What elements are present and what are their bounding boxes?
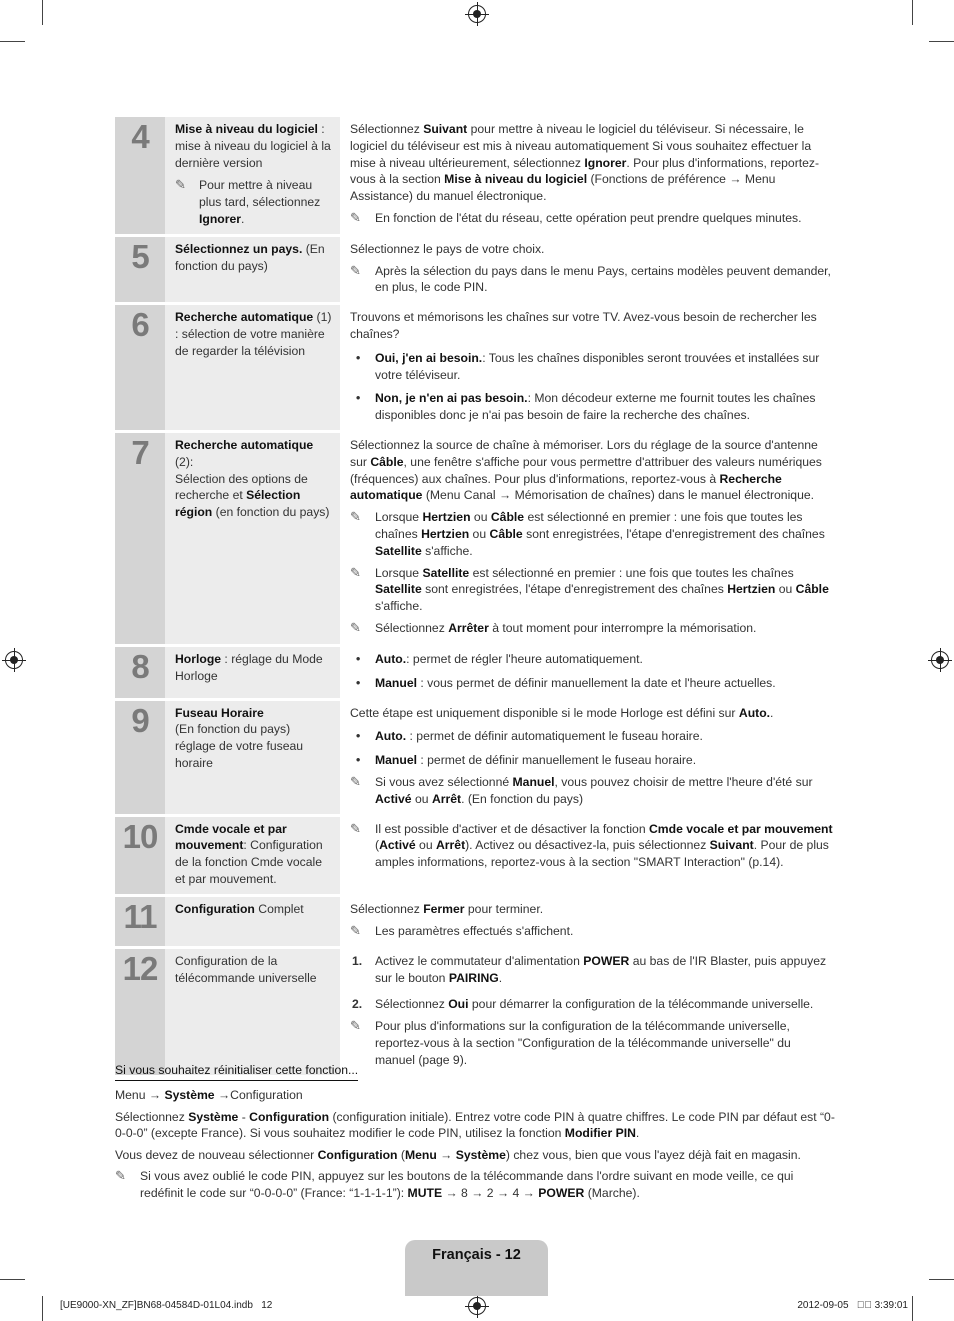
reset-paragraph: Sélectionnez Système - Configuration (configuration initiale). Entrez votre code PIN à quatre chiffres. Le code PIN par défaut est “0-0-0-0” (excepte France). Si vous souhaitez modifier le code PIN, utilisez la fonction Modifier PIN. <box>115 1109 835 1141</box>
bullet: • <box>356 675 361 690</box>
description-bullet: • Manuel : vous permet de définir manuellement la date et l'heure actuelles. <box>356 675 776 690</box>
step-number: 6 <box>115 305 165 430</box>
description-paragraph: Sélectionnez la source de chaîne à mémoriser. Lors du réglage de la source d'antenne sur Câble, une fenêtre s'affiche pour vous permettre d'attribuer des valeurs numériques (fréquences) aux chaînes. Pour plus d'informations, reportez-vous à Recherche automatique (Menu Canal → Mémorisation de chaînes) dans le manuel électronique. <box>350 437 822 503</box>
description-bullet: • Auto.: permet de régler l'heure automatiquement. <box>356 651 643 666</box>
registration-mark-icon <box>931 651 949 669</box>
description-numbered-item: 2. Sélectionnez Oui pour démarrer la configuration de la télécommande universelle. <box>352 997 814 1012</box>
crop-mark <box>912 0 913 25</box>
description-paragraph: Sélectionnez le pays de votre choix. <box>350 241 545 256</box>
bullet: • <box>356 651 361 666</box>
crop-mark <box>929 41 954 42</box>
bullet: • <box>356 350 361 365</box>
step-row <box>115 897 833 949</box>
step-description <box>348 647 833 698</box>
step-title <box>165 117 340 234</box>
step-row <box>115 647 833 701</box>
description-numbered-item: 1. Activez le commutateur d'alimentation POWER au bas de l'IR Blaster, puis appuyez sur le bouton PAIRING. <box>352 953 827 985</box>
step-number: 8 <box>115 647 165 698</box>
item-number: 2. <box>352 997 363 1012</box>
step-title-text: Cmde vocale et par mouvement: Configuration de la fonction Cmde vocale et par mouvement. <box>175 821 323 886</box>
pencil-note-icon: ✎ <box>350 619 361 635</box>
step-title-text: Configuration Complet <box>175 901 304 916</box>
step-row <box>115 117 833 237</box>
pencil-note-icon: ✎ <box>350 773 361 789</box>
page-number-tab <box>405 1240 548 1296</box>
description-paragraph: Sélectionnez Fermer pour terminer. <box>350 901 544 916</box>
crop-mark <box>0 41 25 42</box>
step-title-text: Fuseau Horaire (En fonction du pays) réglage de votre fuseau horaire <box>175 705 304 770</box>
step-description <box>348 117 833 234</box>
step-description <box>348 897 833 946</box>
description-bullet: • Oui, j'en ai besoin.: Tous les chaînes disponibles seront trouvées et installées sur votre téléviseur. <box>356 350 820 382</box>
pencil-note-icon: ✎ <box>350 564 361 580</box>
pencil-note-icon: ✎ <box>350 262 361 278</box>
registration-mark-icon <box>5 651 23 669</box>
step-title-note: ✎ Pour mettre à niveau plus tard, sélectionnez Ignorer. <box>175 177 321 226</box>
step-number: 12 <box>115 949 165 1075</box>
page-label: Français - 12 <box>432 1247 521 1263</box>
step-row <box>115 433 833 647</box>
item-number: 1. <box>352 953 363 968</box>
crop-mark <box>42 0 43 25</box>
description-note: ✎ Si vous avez sélectionné Manuel, vous pouvez choisir de mettre l'heure d'été sur Activé ou Arrêt. (En fonction du pays) <box>350 773 813 806</box>
description-paragraph: Trouvons et mémorisons les chaînes sur votre TV. Avez-vous besoin de rechercher les chaînes? <box>350 310 817 341</box>
bullet: • <box>356 729 361 744</box>
step-row <box>115 949 833 1078</box>
step-title <box>165 897 340 946</box>
description-bullet: • Manuel : permet de définir manuellement le fuseau horaire. <box>356 753 697 768</box>
registration-mark-icon <box>468 5 486 23</box>
step-number: 7 <box>115 433 165 644</box>
description-note: ✎ Sélectionnez Arrêter à tout moment pour interrompre la mémorisation. <box>350 619 757 635</box>
step-title <box>165 647 340 698</box>
step-number: 11 <box>115 897 165 946</box>
step-title <box>165 305 340 430</box>
print-timestamp: 2012-09-05 ￿￿ 3:39:01 <box>797 1300 908 1311</box>
description-paragraph: Cette étape est uniquement disponible si le mode Horloge est défini sur Auto.. <box>350 705 774 720</box>
step-title-text: Sélectionnez un pays. (En fonction du pays) <box>175 241 325 273</box>
crop-mark <box>42 1296 43 1321</box>
step-number: 9 <box>115 701 165 814</box>
file-info: [UE9000-XN_ZF]BN68-04584D-01L04.indb 12 <box>60 1300 273 1311</box>
step-row <box>115 701 833 817</box>
pencil-note-icon: ✎ <box>350 209 361 225</box>
bullet: • <box>356 753 361 768</box>
reset-note <box>115 1168 835 1202</box>
reset-note-text: Si vous avez oublié le code PIN, appuyez sur les boutons de la télécommande dans l'ordre suivant en mode veille, ce qui redéfinit le code sur “0-0-0-0” (France: “1-1-1-1”): MUTE → 8 → 2 → 4 → POWER (Marche). <box>140 1168 794 1200</box>
bullet: • <box>356 391 361 406</box>
reset-menu-path: Menu → Système →Configuration <box>115 1087 303 1102</box>
step-row <box>115 305 833 433</box>
step-description <box>348 949 833 1075</box>
step-title-text: Mise à niveau du logiciel : mise à niveau du logiciel à la dernière version <box>175 122 331 170</box>
registration-mark-icon <box>468 1297 486 1315</box>
step-title <box>165 817 340 894</box>
step-description <box>348 701 833 814</box>
step-row <box>115 817 833 897</box>
step-title <box>165 701 340 814</box>
pencil-note-icon: ✎ <box>175 177 186 193</box>
step-title-text: Horloge : réglage du Mode Horloge <box>175 651 323 683</box>
crop-mark <box>929 1279 954 1280</box>
step-number: 10 <box>115 817 165 894</box>
pencil-note-icon: ✎ <box>350 1018 361 1034</box>
reset-heading: Si vous souhaitez réinitialiser cette fonction... <box>115 1062 358 1081</box>
description-note: ✎ Après la sélection du pays dans le menu Pays, certains modèles peuvent demander, en plus, le code PIN. <box>350 262 831 295</box>
step-title-text: Configuration de la télécommande universelle <box>175 953 317 985</box>
description-note: ✎ Il est possible d'activer et de désactiver la fonction Cmde vocale et par mouvement (Activé ou Arrêt). Activez ou désactivez-la, puis sélectionnez Suivant. Pour de plus amples informations, reportez-vous à la section "SMART Interaction" (p.14). <box>350 820 833 870</box>
step-title <box>165 433 340 644</box>
step-title <box>165 949 340 1075</box>
step-description <box>348 433 833 644</box>
pencil-note-icon: ✎ <box>350 922 361 938</box>
setup-steps-table <box>115 117 833 1078</box>
pencil-note-icon: ✎ <box>350 509 361 525</box>
description-note: ✎ En fonction de l'état du réseau, cette opération peut prendre quelques minutes. <box>350 209 802 225</box>
step-number: 4 <box>115 117 165 234</box>
description-paragraph: Sélectionnez Suivant pour mettre à niveau le logiciel du téléviseur. Si nécessaire, le logiciel du téléviseur est mis à niveau automatiquement Si vous souhaitez effectuer la mise à niveau ultérieurement, sélectionnez Ignorer. Pour plus d'informations, reportez-vous à la section Mise à niveau du logiciel (Fonctions de préférence → Menu Assistance) du manuel électronique. <box>350 122 820 204</box>
crop-mark <box>0 1279 25 1280</box>
reset-paragraph: Vous devez de nouveau sélectionner Configuration (Menu → Système) chez vous, bien que vous l'ayez déjà fait en magasin. <box>115 1148 801 1163</box>
step-description <box>348 817 833 894</box>
step-description <box>348 305 833 430</box>
crop-mark <box>912 1296 913 1321</box>
pencil-note-icon: ✎ <box>350 820 361 836</box>
description-bullet: • Auto. : permet de définir automatiquement le fuseau horaire. <box>356 729 703 744</box>
step-title-text: Recherche automatique (1) : sélection de votre manière de regarder la télévision <box>175 310 332 358</box>
description-note: ✎ Lorsque Satellite est sélectionné en premier : une fois que toutes les chaînes Satellite sont enregistrées, l'étape d'enregistrement des chaînes Hertzien ou Câble s'affiche. <box>350 564 829 614</box>
step-row <box>115 237 833 305</box>
description-note: ✎ Lorsque Hertzien ou Câble est sélectionné en premier : une fois que toutes les chaînes Hertzien ou Câble sont enregistrées, l'étape d'enregistrement des chaînes Satellite s'affiche. <box>350 509 825 558</box>
pencil-note-icon: ✎ <box>115 1167 126 1183</box>
step-title-text: Recherche automatique (2): Sélection des options de recherche et Sélection région (en fonction du pays) <box>175 437 330 520</box>
reset-section <box>115 1062 835 1202</box>
step-description <box>348 237 833 302</box>
description-note: ✎ Pour plus d'informations sur la configuration de la télécommande universelle, reportez-vous à la section "Configuration de la télécommande universelle" du manuel (page 9). <box>350 1018 791 1067</box>
step-number: 5 <box>115 237 165 302</box>
step-title <box>165 237 340 302</box>
description-bullet: • Non, je n'en ai pas besoin.: Mon décodeur externe me fournit toutes les chaînes disponibles donc je n'ai pas besoin de faire la recherche des chaînes. <box>356 391 816 423</box>
description-note: ✎ Les paramètres effectués s'affichent. <box>350 922 574 938</box>
